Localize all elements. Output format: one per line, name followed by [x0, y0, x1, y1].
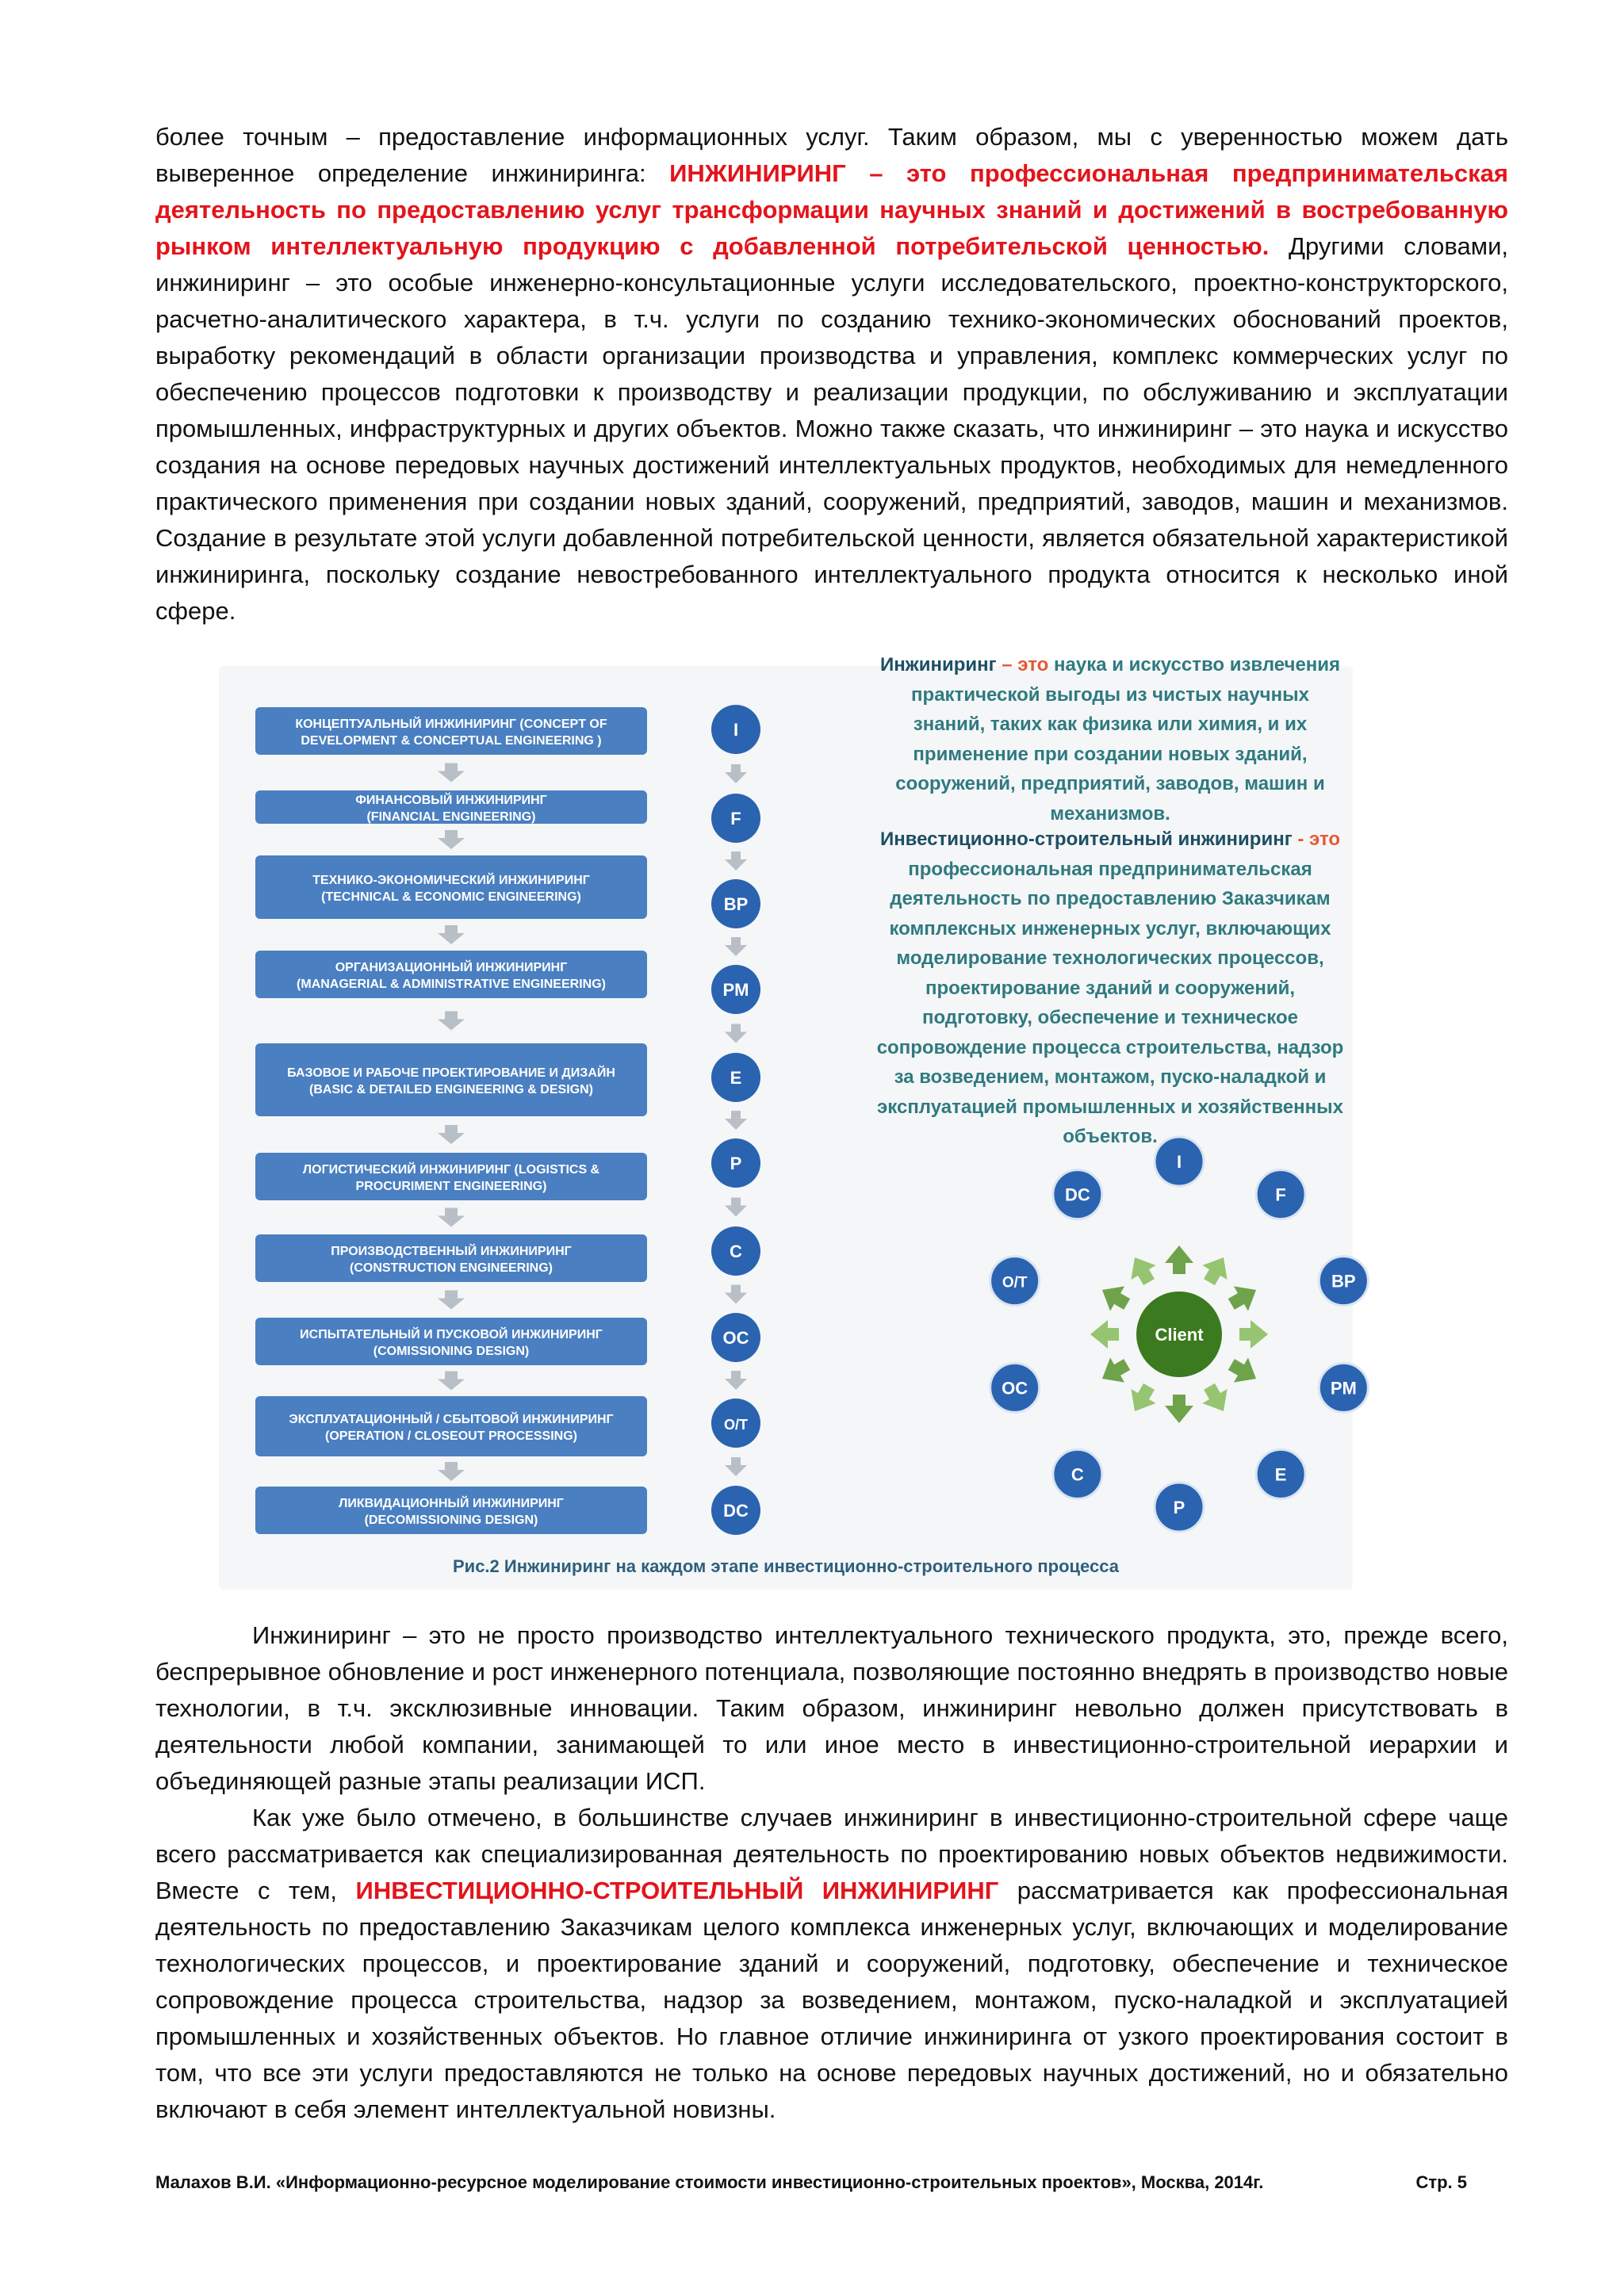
paragraph-2: Инжиниринг – это не просто производство интеллектуального технического продукта, это, прежде всего, беспрерывное обновление и рост инженерного потенциала, позволяющие постоянно внедрять в производство новые технологии, в т.ч. эксклюзивные инновации. Таким образом, инжиниринг невольно должен присутствовать в деятельности любой компании, занимающей то или иное место в инвестиционно-строительной иерархии и объединяющей разные этапы реализации ИСП. — [155, 1621, 1508, 1795]
stage-box — [255, 1318, 647, 1365]
stage-arrow — [438, 1291, 465, 1310]
paragraph-1-intro: более точным – предоставление информационных услуг. Таким образом, мы с уверенностью можем дать выверенное определение инжиниринга: — [155, 123, 1508, 187]
stage-subtitle: (OPERATION / CLOSEOUT PROCESSING) — [325, 1429, 577, 1443]
stage-code: PM — [722, 980, 749, 1000]
stage-box — [255, 1234, 647, 1282]
client-label: Client — [1155, 1325, 1204, 1345]
stage-subtitle: (FINANCIAL ENGINEERING) — [366, 810, 536, 824]
stage-box — [255, 1396, 647, 1456]
stage-title: ФИНАНСОВЫЙ ИНЖИНИРИНГ — [355, 794, 547, 807]
stage-subtitle: (CONSTRUCTION ENGINEERING) — [350, 1261, 553, 1275]
cycle-arrow — [1095, 1277, 1134, 1316]
page-number: Стр. 5 — [1415, 2172, 1467, 2192]
cycle-node-label: P — [1173, 1498, 1185, 1517]
code-arrow — [725, 1024, 747, 1043]
engineering-definition: ИНЖИНИРИНГ – это профессиональная предпринимательская деятельность по предоставлению услуг трансформации научных знаний и достижений в востребованную рынком интеллектуальную продукцию с добавленной потребительской ценностью. — [155, 159, 1508, 260]
description-1-lead: Инжиниринг — [879, 654, 997, 675]
stage-arrow — [438, 763, 465, 783]
stage-subtitle: PROCURIMENT ENGINEERING) — [355, 1180, 547, 1193]
stage-code: C — [730, 1242, 742, 1261]
stage-code: I — [733, 720, 739, 740]
stage-subtitle: (BASIC & DETAILED ENGINEERING & DESIGN) — [309, 1083, 593, 1096]
paragraph-3-body: рассматривается как профессиональная деятельность по предоставлению Заказчикам целого комплекса инженерных услуг, включающих и моделирование технологических процессов, и проектирование зданий и сооружений, подготовку, обеспечение и техническое сопровождение процесса строительства, надзор за возведением, монтажом, пуско-наладкой и эксплуатацией промышленных и хозяйственных объектов. Но главное отличие инжиниринга от узкого проектирования состоит в том, что все эти услуги предоставляются не только на основе передовых научных достижений, но и обязательно включают в себя элемент интеллектуальной новизны. — [155, 1877, 1509, 2123]
code-arrow — [725, 851, 747, 871]
paragraph-3-highlight: ИНВЕСТИЦИОННО-СТРОИТЕЛЬНЫЙ ИНЖИНИРИНГ — [355, 1877, 999, 1904]
stage-box — [255, 855, 647, 919]
stage-subtitle: DEVELOPMENT & CONCEPTUAL ENGINEERING ) — [301, 734, 602, 748]
stage-box — [255, 1043, 647, 1116]
cycle-arrow — [1224, 1277, 1263, 1316]
cycle-node-label: BP — [1331, 1271, 1356, 1292]
cycle-arrow — [1224, 1352, 1263, 1391]
stage-arrow — [438, 1372, 465, 1391]
cycle-node-label: O/T — [1002, 1274, 1028, 1292]
description-2-lead: Инвестиционно-строительный инжиниринг — [879, 828, 1293, 850]
cycle-node-label: OC — [1002, 1378, 1028, 1399]
stage-arrow — [438, 925, 465, 944]
description-1-dash: – это — [996, 654, 1049, 675]
cycle-node-label: I — [1176, 1152, 1182, 1172]
paragraph-3 — [155, 1800, 1508, 2128]
stage-subtitle: (TECHNICAL & ECONOMIC ENGINEERING) — [321, 890, 581, 904]
code-arrow — [725, 1457, 747, 1476]
stage-title: ПРОИЗВОДСТВЕННЫЙ ИНЖИНИРИНГ — [331, 1245, 572, 1258]
description-2-text: профессиональная предпринимательская деятельность по предоставлению Заказчикам комплексных инженерных услуг, включающих моделирование технологических процессов, проектирование зданий и сооружений, подготовку, обеспечение и техническое сопровождение процесса строительства, надзор за возведением, монтажом, пуско-наладкой и эксплуатацией промышленных и хозяйственных объектов. — [876, 858, 1344, 1147]
cycle-arrow — [1197, 1380, 1235, 1418]
stage-code: DC — [723, 1501, 749, 1521]
stage-arrow — [438, 1208, 465, 1227]
stage-title: КОНЦЕПТУАЛЬНЫЙ ИНЖИНИРИНГ (CONCEPT OF — [295, 718, 607, 731]
cycle-arrow — [1122, 1250, 1161, 1289]
stage-box — [255, 1153, 647, 1200]
figure-caption: Рис.2 Инжиниринг на каждом этапе инвестиционно-строительного процесса — [453, 1556, 1119, 1576]
cycle-arrow — [1239, 1320, 1268, 1349]
cycle-arrow — [1122, 1380, 1161, 1418]
code-arrow — [725, 937, 747, 956]
description-2-dash: - это — [1292, 828, 1341, 850]
stage-subtitle: (MANAGERIAL & ADMINISTRATIVE ENGINEERING) — [297, 978, 606, 991]
stage-code: P — [730, 1154, 742, 1173]
stage-code: BP — [723, 894, 749, 914]
paragraph-1 — [155, 119, 1508, 629]
cycle-arrow — [1165, 1395, 1193, 1423]
stage-title: ТЕХНИКО-ЭКОНОМИЧЕСКИЙ ИНЖИНИРИНГ — [312, 874, 590, 887]
cycle-node-label: F — [1275, 1184, 1286, 1205]
cycle-node-label: C — [1071, 1464, 1084, 1485]
stage-title: БАЗОВОЕ И РАБОЧЕ ПРОЕКТИРОВАНИЕ И ДИЗАЙН — [287, 1066, 615, 1080]
code-arrow — [725, 1285, 747, 1304]
cycle-arrow — [1197, 1250, 1235, 1289]
stage-title: ОРГАНИЗАЦИОННЫЙ ИНЖИНИРИНГ — [335, 961, 568, 974]
cycle-arrow — [1090, 1320, 1119, 1349]
cycle-arrow — [1095, 1352, 1134, 1391]
stage-box — [255, 707, 647, 755]
page-footer — [155, 2172, 1508, 2193]
body-text-bottom — [155, 1617, 1508, 2128]
paragraph-3-intro: Как уже было отмечено, в большинстве случаев инжиниринг в инвестиционно-строительной сфере чаще всего рассматривается как специализированная деятельность по проектированию новых объектов недвижимости. Вместе с тем, — [155, 1804, 1508, 1904]
stage-title: ЭКСПЛУАТАЦИОННЫЙ / СБЫТОВОЙ ИНЖИНИРИНГ — [289, 1413, 614, 1426]
cycle-arrow — [1165, 1246, 1193, 1274]
stage-subtitle: (DECOMISSIONING DESIGN) — [364, 1513, 538, 1527]
construction-engineering-description — [876, 825, 1344, 1152]
stage-subtitle: (COMISSIONING DESIGN) — [373, 1345, 530, 1358]
cycle-node-label: E — [1274, 1464, 1287, 1485]
cycle-node-label: PM — [1330, 1378, 1357, 1399]
code-arrow — [725, 764, 747, 783]
code-arrow — [725, 1198, 747, 1217]
stage-arrow — [438, 830, 465, 849]
stage-box — [255, 1487, 647, 1534]
stage-arrow — [438, 1125, 465, 1144]
footer-citation: Малахов В.И. «Информационно-ресурсное моделирование стоимости инвестиционно-строительных проектов», Москва, 2014г. — [155, 2172, 1264, 2192]
engineering-description — [876, 650, 1344, 828]
stage-title: ЛИКВИДАЦИОННЫЙ ИНЖИНИРИНГ — [339, 1497, 564, 1510]
stage-code: E — [730, 1068, 742, 1088]
description-1-text: наука и искусство извлечения практической выгоды из чистых научных знаний, таких как физика или химия, и их применение при создании новых зданий, сооружений, предприятий, заводов, машин и механизмов. — [895, 654, 1341, 825]
cycle-node-label: DC — [1064, 1184, 1090, 1205]
code-arrow — [725, 1111, 747, 1130]
code-arrow — [725, 1371, 747, 1390]
stage-arrow — [438, 1462, 465, 1481]
paragraph-1-body: Другими словами, инжиниринг – это особые инженерно-консультационные услуги исследовательского, проектно-конструкторского, расчетно-аналитического характера, в т.ч. услуги по созданию технико-экономических обоснований проектов, выработку рекомендаций в области организации производства и управления, комплекс коммерческих услуг по обеспечению процессов подготовки к производству и реализации продукции, по обслуживанию и эксплуатации промышленных, инфраструктурных и других объектов. Можно также сказать, что инжиниринг – это наука и искусство создания на основе передовых научных достижений интеллектуальных продуктов, необходимых для немедленного практического применения при создании новых зданий, сооружений, предприятий, заводов, машин и механизмов. Создание в результате этой услуги добавленной потребительской ценности, является обязательной характеристикой инжиниринга, поскольку создание невостребованного интеллектуального продукта относится к несколько иной сфере. — [155, 232, 1508, 625]
stage-box — [255, 951, 647, 998]
stage-code: O/T — [724, 1417, 748, 1433]
stage-title: ИСПЫТАТЕЛЬНЫЙ И ПУСКОВОЙ ИНЖИНИРИНГ — [300, 1328, 603, 1341]
stage-arrow — [438, 1012, 465, 1031]
stage-title: ЛОГИСТИЧЕСКИЙ ИНЖИНИРИНГ (LOGISTICS & — [302, 1163, 600, 1177]
stage-code: OC — [722, 1328, 749, 1348]
stage-code: F — [730, 809, 741, 828]
